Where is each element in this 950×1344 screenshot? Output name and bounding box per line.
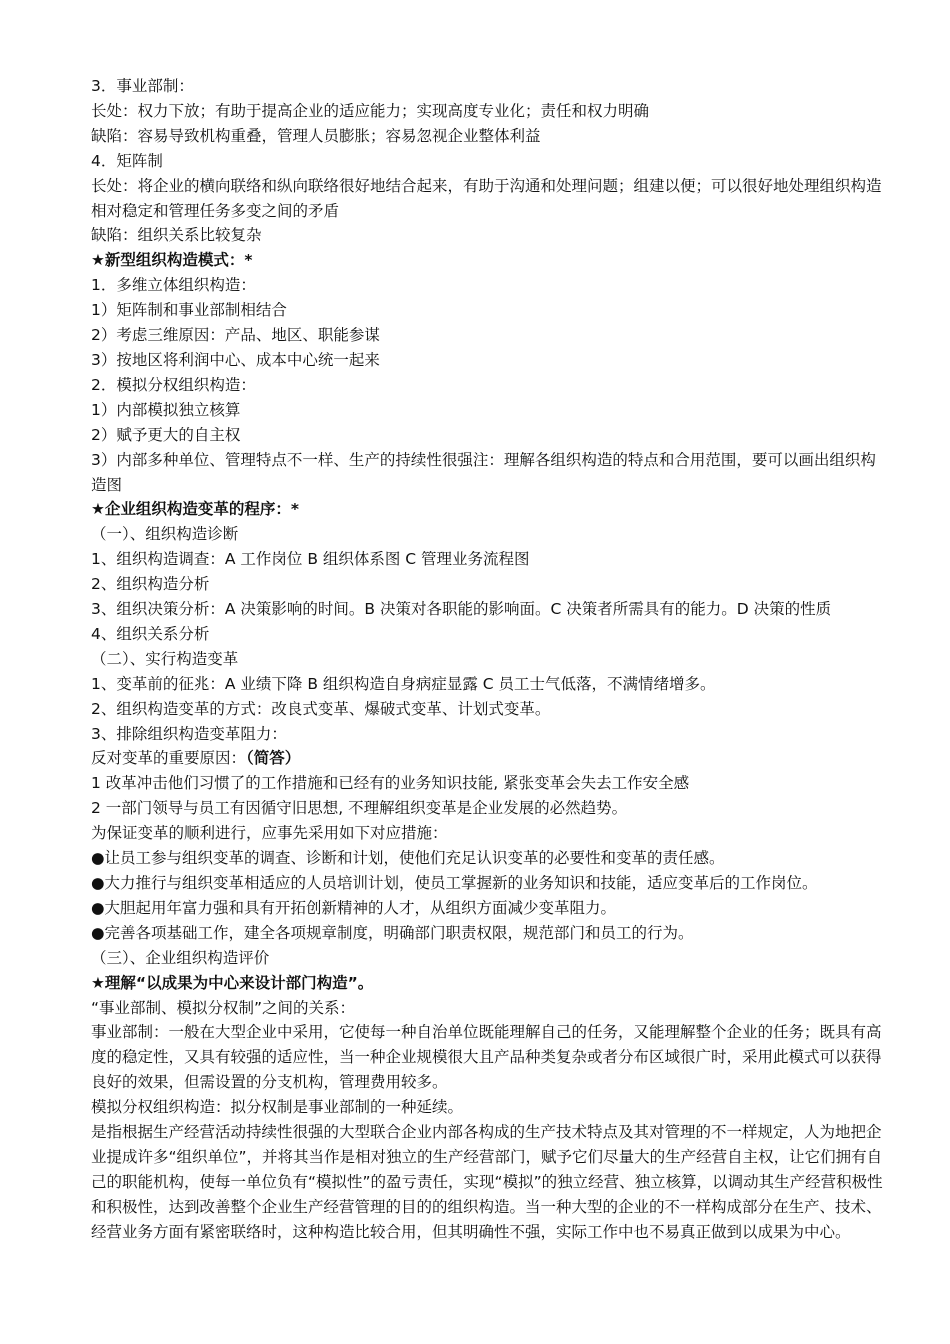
text-line: 1、变革前的征兆：A 业绩下降 B 组织构造自身病症显露 C 员工士气低落，不满情绪增多。 bbox=[91, 674, 716, 693]
text-line: 2 一部门领导与员工有因循守旧思想, 不理解组织变革是企业发展的必然趋势。 bbox=[91, 799, 628, 818]
bullet-item: ●大胆起用年富力强和具有开拓创新精神的人才，从组织方面减少变革阻力。 bbox=[91, 898, 617, 917]
text-label: 反对变革的重要原因： bbox=[91, 749, 247, 768]
text-line: 1、组织构造调查：A 工作岗位 B 组织体系图 C 管理业务流程图 bbox=[91, 550, 530, 569]
text-line: 3）按地区将利润中心、成本中心统一起来 bbox=[91, 350, 380, 369]
text-line: 缺陷：组织关系比较复杂 bbox=[91, 226, 262, 245]
bold-tag: （简答） bbox=[246, 749, 301, 768]
text-line: 缺陷：容易导致机构重叠，管理人员膨胀；容易忽视企业整体利益 bbox=[91, 126, 541, 145]
text-line: 为保证变革的顺利进行，应事先采用如下对应措施： bbox=[91, 824, 448, 843]
text-line: 1）内部模拟独立核算 bbox=[91, 400, 241, 419]
text-paragraph: 是指根据生产经营活动持续性很强的大型联合企业内部各构成的生产技术特点及其对管理的不一样规定，人为地把企业提成许多“组织单位”，并将其当作是相对独立的生产经营部门，赋予它们尽量大的生产经营自主权，让它们拥有自己的职能机构，使每一单位负有“模拟性”的盈亏责任，实现“模拟”的独立经营、独立核算，以调动其生产经营积极性和积极性，达到改善整个企业生产经营管理的目的的组织构造。当一种大型的企业的不一样构成部分在生产、技术、经营业务方面有紧密联络时，这种构造比较合用，但其明确性不强，实际工作中也不易真正做到以成果为中心。 bbox=[91, 1123, 883, 1241]
heading-divisional: 3．事业部制： bbox=[91, 77, 194, 95]
text-line: 2．模拟分权组织构造： bbox=[91, 375, 256, 394]
text-paragraph: 事业部制：一般在大型企业中采用，它使每一种自治单位既能理解自己的任务，又能理解整个企业的任务；既具有高度的稳定性，又具有较强的适应性，当一种企业规模很大且产品种类复杂或者分布区域很广时，采用此模式可以获得良好的效果，但需设置的分支机构，管理费用较多。 bbox=[91, 1023, 882, 1092]
text-line: 2、组织构造变革的方式：改良式变革、爆破式变革、计划式变革。 bbox=[91, 699, 551, 718]
text-line: 1 改革冲击他们习惯了的工作措施和已经有的业务知识技能, 紧张变革会失去工作安全感 bbox=[91, 774, 690, 793]
bullet-item: ●完善各项基础工作，建全各项规章制度，明确部门职责权限，规范部门和员工的行为。 bbox=[91, 923, 694, 942]
subsection-heading: （三）、企业组织构造评价 bbox=[91, 948, 270, 967]
text-line: 2、组织构造分析 bbox=[91, 575, 210, 594]
text-line: 长处：权力下放；有助于提高企业的适应能力；实现高度专业化；责任和权力明确 bbox=[91, 101, 650, 120]
text-line: 模拟分权组织构造：拟分权制是事业部制的一种延续。 bbox=[91, 1098, 464, 1117]
text-line: 3、排除组织构造变革阻力： bbox=[91, 724, 287, 743]
text-line: 1）矩阵制和事业部制相结合 bbox=[91, 301, 287, 320]
text-line: 3、组织决策分析：A 决策影响的时间。B 决策对各职能的影响面。C 决策者所需具有的能力。D 决策的性质 bbox=[91, 600, 832, 619]
bullet-item: ●大力推行与组织变革相适应的人员培训计划，使员工掌握新的业务知识和技能，适应变革后的工作岗位。 bbox=[91, 874, 818, 892]
text-line: “事业部制、模拟分权制”之间的关系： bbox=[91, 998, 356, 1017]
text-line: 2）赋予更大的自主权 bbox=[91, 425, 241, 444]
section-heading: ★理解“以成果为中心来设计部门构造”。 bbox=[91, 973, 374, 992]
text-line: 1．多维立体组织构造： bbox=[91, 276, 256, 295]
text-line bbox=[91, 746, 890, 771]
text-line: 2）考虑三维原因：产品、地区、职能参谋 bbox=[91, 326, 380, 345]
text-line: 4、组织关系分析 bbox=[91, 624, 210, 643]
subsection-heading: （二）、实行构造变革 bbox=[91, 649, 239, 668]
section-heading: ★企业组织构造变革的程序：* bbox=[91, 500, 300, 519]
subsection-heading: （一）、组织构造诊断 bbox=[91, 525, 239, 544]
text-paragraph: 长处：将企业的横向联络和纵向联络很好地结合起来，有助于沟通和处理问题；组建以便；可以很好地处理组织构造相对稳定和管理任务多变之间的矛盾 bbox=[91, 176, 882, 220]
heading-matrix: 4．矩阵制 bbox=[91, 151, 163, 170]
bullet-item: ●让员工参与组织变革的调查、诊断和计划，使他们充足认识变革的必要性和变革的责任感。 bbox=[91, 849, 725, 868]
text-paragraph: 3）内部多种单位、管理特点不一样、生产的持续性很强注：理解各组织构造的特点和合用范围，要可以画出组织构造图 bbox=[91, 450, 876, 494]
section-heading: ★新型组织构造模式：* bbox=[91, 251, 253, 270]
